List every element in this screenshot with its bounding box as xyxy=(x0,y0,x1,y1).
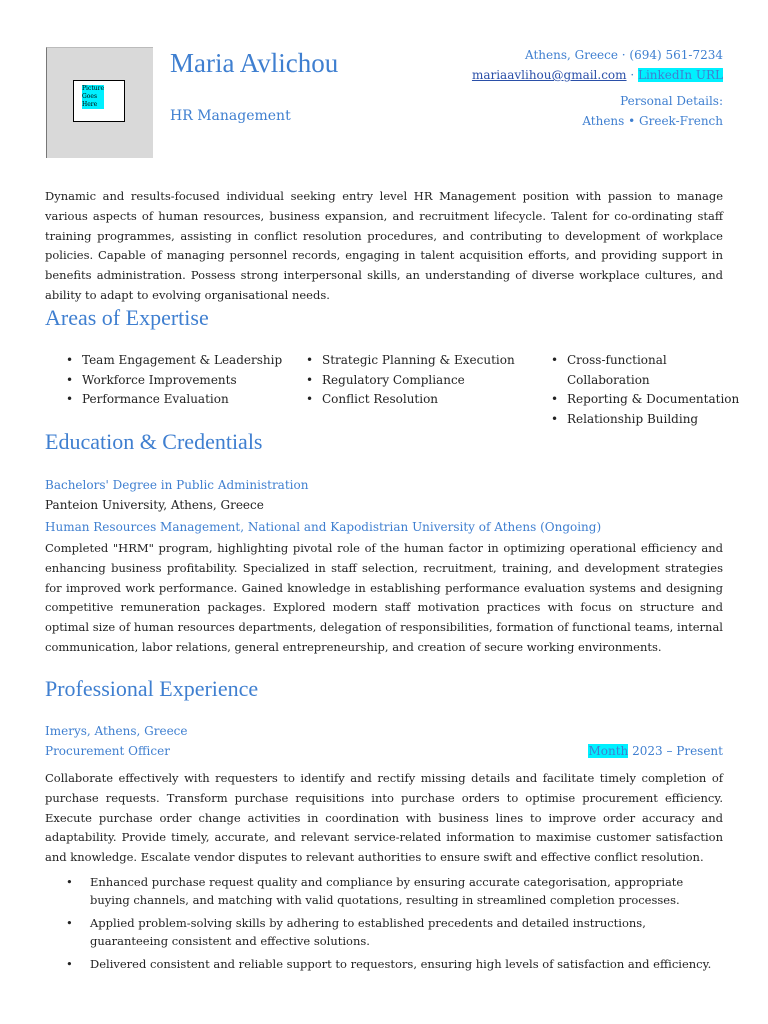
expertise-item: • Conflict Resolution xyxy=(306,390,551,410)
personal-details-label: Personal Details: xyxy=(620,94,723,108)
achievement-item: • Delivered consistent and reliable support to requestors, ensuring high levels of satisfaction and efficiency. xyxy=(66,955,723,973)
expertise-column xyxy=(306,351,551,430)
email-linkedin-line xyxy=(472,65,723,85)
expertise-item: • Performance Evaluation xyxy=(66,390,306,410)
degree-school: Panteion University, Athens, Greece xyxy=(45,498,264,512)
job-description: Collaborate effectively with requesters to identify and rectify missing details and facilitate timely completion of purchase requests. Transform purchase requisitions into purchase orders to optimise procurement efficiency. Execute purchase order change activities in coordination with business lines to improve order accuracy and adaptability. Provide timely, accurate, and relevant service-related information to maximise customer satisfaction and knowledge. Escalate vendor disputes to relevant authorities to ensure swift and effective conflict resolution. xyxy=(45,771,723,865)
job-date-range: 2023 – Present xyxy=(628,744,723,758)
profile-photo-placeholder xyxy=(46,47,153,158)
program-description: Completed "HRM" program, highlighting pivotal role of the human factor in optimizing operational efficiency and enhancing business profitability. Specialized in staff selection, recruitment, training, and development strategies for improved work performance. Gained knowledge in establishing performance evaluation systems and designing competitive remuneration packages. Explored modern staff motivation practices with focus on structure and optimal size of human resources departments, delegation of responsibilities, formation of functional teams, internal communication, labor relations, general entrepreneurship, and creation of secure working environments. xyxy=(45,541,723,654)
expertise-item: • Regulatory Compliance xyxy=(306,371,551,391)
job-date-month: Month xyxy=(588,744,629,758)
job-dates xyxy=(588,744,723,758)
expertise-item: • Cross-functional Collaboration xyxy=(551,351,746,390)
expertise-list xyxy=(66,351,746,430)
achievement-item: • Applied problem-solving skills by adhering to established precedents and detailed instructions, guaranteeing consistent and effective solutions. xyxy=(66,914,723,950)
linkedin-link[interactable]: LinkedIn URL xyxy=(638,68,723,82)
program-title: Human Resources Management, National and Kapodistrian University of Athens (Ongoing) xyxy=(45,520,602,534)
expertise-column xyxy=(551,351,746,430)
expertise-heading: Areas of Expertise xyxy=(45,305,209,330)
experience-heading: Professional Experience xyxy=(45,676,259,701)
company-name: Imerys, Athens, Greece xyxy=(45,724,188,738)
candidate-role: HR Management xyxy=(170,108,291,124)
expertise-item: • Reporting & Documentation xyxy=(551,390,746,410)
photo-frame xyxy=(73,80,125,122)
candidate-name: Maria Avlichou xyxy=(170,48,339,78)
job-title: Procurement Officer xyxy=(45,744,170,758)
achievement-list xyxy=(66,873,723,978)
expertise-item: • Workforce Improvements xyxy=(66,371,306,391)
professional-summary: Dynamic and results-focused individual seeking entry level HR Management position with passion to manage various aspects of human resources, business expansion, and recruitment lifecycle. Talent for co-ordinating staff training programmes, assisting in conflict resolution procedures, and contributing to development of workplace policies. Capable of managing personnel records, engaging in talent acquisition efforts, and providing support in benefits administration. Possess strong interpersonal skills, an understanding of diverse workplace cultures, and ability to adapt to evolving organisational needs. xyxy=(45,189,723,302)
location-phone: Athens, Greece · (694) 561-7234 xyxy=(525,48,723,62)
contact-separator: · xyxy=(626,68,638,82)
photo-placeholder-text: Picture Goes Here xyxy=(82,85,105,108)
personal-details-value: Athens • Greek-French xyxy=(582,114,723,128)
expertise-column xyxy=(66,351,306,430)
achievement-item: • Enhanced purchase request quality and compliance by ensuring accurate categorisation, appropriate buying channels, and matching with valid quotations, resulting in streamlined completion processes. xyxy=(66,873,723,909)
contact-block xyxy=(472,45,723,131)
email-link[interactable]: mariaavlihou@gmail.com xyxy=(471,68,627,82)
expertise-item: • Relationship Building xyxy=(551,410,746,430)
expertise-item: • Team Engagement & Leadership xyxy=(66,351,306,371)
expertise-item: • Strategic Planning & Execution xyxy=(306,351,551,371)
education-heading: Education & Credentials xyxy=(45,429,263,454)
degree-title: Bachelors' Degree in Public Administration xyxy=(45,478,309,492)
